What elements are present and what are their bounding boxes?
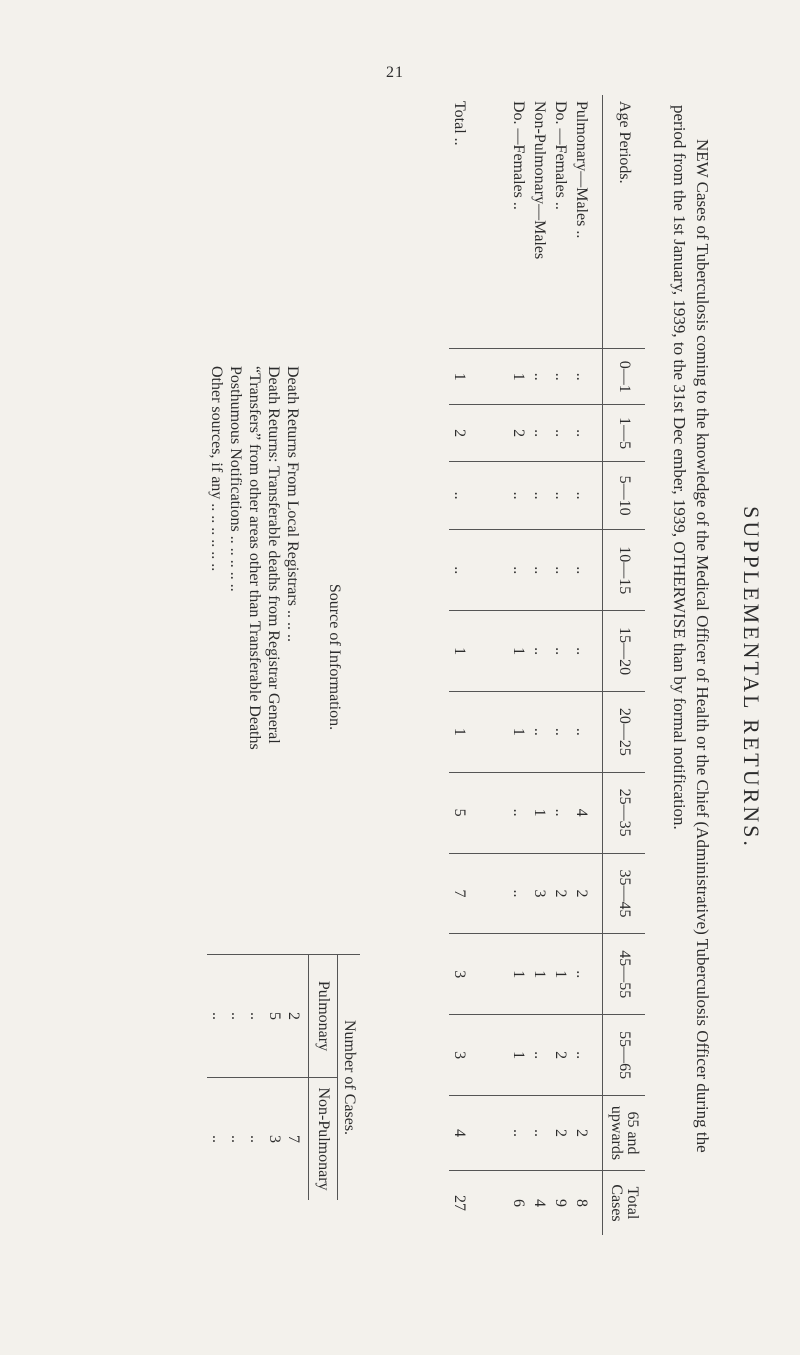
non-pulmonary-count: 7 [284,1135,302,1143]
source-of-information-table [208,360,361,1200]
table-cell: .. [571,1015,603,1096]
table-row [508,95,529,1235]
age-col-6: 25—35 [603,772,646,853]
table-cell: 7 [449,853,508,934]
total-row [449,95,508,1235]
table-cell: .. [571,405,603,461]
source-label: Posthumous Notifications .. .. .. .. .. [227,360,246,955]
table-cell: 27 [449,1171,508,1236]
age-col-8: 45—55 [603,934,646,1015]
table-cell: 1 [508,349,529,405]
table-cell: .. [550,349,571,405]
pulmonary-count: .. [227,955,246,1078]
table-cell: .. [571,611,603,692]
age-col-9: 55—65 [603,1015,646,1096]
table-cell: .. [508,530,529,611]
table-cell: 2 [449,405,508,461]
table-cell: .. [529,530,550,611]
table-row [571,95,603,1235]
pulmonary-count: .. [246,955,265,1078]
pulmonary-heading: Pulmonary [309,955,338,1078]
table-cell: 4 [529,1171,550,1236]
age-col-5: 20—25 [603,691,646,772]
table-row [208,360,227,1200]
non-pulmonary-count: 3 [266,1135,283,1143]
table-cell: .. [529,461,550,530]
table-cell: 1 [550,934,571,1015]
table-cell: 1 [508,611,529,692]
age-col-3: 10—15 [603,530,646,611]
table-cell: 2 [571,1096,603,1171]
number-of-cases-heading: Number of Cases. [338,955,361,1201]
age-col-11: Total Cases [603,1171,646,1236]
non-pulmonary-count: .. [247,1135,264,1143]
table-cell: .. [508,772,529,853]
row-label: Do. —Females .. [510,101,527,210]
age-periods-table [449,95,645,1235]
non-pulmonary-heading: Non-Pulmonary [309,1078,338,1201]
source-table-header [309,360,361,1200]
age-table-header [603,95,646,1235]
table-cell: 5 [449,772,508,853]
age-col-7: 35—45 [603,853,646,934]
table-row [227,360,246,1200]
row-label: Pulmonary—Males .. [573,101,590,239]
age-table-body [449,95,603,1235]
row-label: Non-Pulmonary—Males [531,101,548,260]
table-cell: .. [529,1015,550,1096]
source-label: Death Returns From Local Registrars .. .. .. [284,360,309,955]
source-label: Death Returns: Transferable deaths from Registrar General [265,360,284,955]
age-header-row [603,95,646,1235]
table-cell: 2 [571,853,603,934]
table-cell: .. [571,461,603,530]
row-label: Total .. [451,101,468,146]
table-cell: 1 [529,934,550,1015]
table-cell: .. [449,461,508,530]
table-row [246,360,265,1200]
table-cell: 4 [571,772,603,853]
source-heading: Source of Information. [309,360,361,955]
table-cell: .. [571,691,603,772]
table-cell: .. [571,530,603,611]
table-cell: 1 [508,691,529,772]
age-col-0: 0—1 [603,349,646,405]
table-cell: .. [508,461,529,530]
table-cell: 1 [508,934,529,1015]
table-row [284,360,309,1200]
table-cell: 1 [529,772,550,853]
source-table-body [208,360,309,1200]
table-cell: 3 [449,1015,508,1096]
table-cell: .. [508,853,529,934]
age-periods-heading: Age Periods. [603,95,646,349]
intro-paragraph: NEW Cases of Tuberculosis coming to the knowledge of the Medical Officer of Health or the Chief (Administrative) Tuberculosis Officer during the period from the 1st January, 1939, to the 31st Dec ember, 1939, OTHERWISE than by formal notification. [670,105,712,1153]
table-cell: .. [529,611,550,692]
table-cell: .. [550,611,571,692]
table-cell: .. [529,349,550,405]
table-cell: 2 [550,1096,571,1171]
age-col-1: 1—5 [603,405,646,461]
table-cell: .. [571,934,603,1015]
pulmonary-count: .. [208,955,227,1078]
table-cell: .. [550,461,571,530]
table-row [265,360,284,1200]
table-cell: 1 [449,611,508,692]
table-cell: 2 [550,853,571,934]
table-cell: .. [529,405,550,461]
table-cell: 2 [508,405,529,461]
table-cell: 1 [449,691,508,772]
table-cell: 1 [449,349,508,405]
table-row [529,95,550,1235]
age-col-4: 15—20 [603,611,646,692]
pulmonary-count: 5 [265,955,284,1078]
table-cell: 3 [449,934,508,1015]
table-cell: .. [529,1096,550,1171]
table-cell: 6 [508,1171,529,1236]
table-cell: .. [508,1096,529,1171]
table-cell: 1 [508,1015,529,1096]
row-label: Do. —Females .. [552,101,569,210]
age-col-2: 5—10 [603,461,646,530]
page-title: SUPPLEMENTAL RETURNS. [739,506,764,849]
source-label: Other sources, if any .. .. .. .. .. .. [208,360,227,955]
age-col-10: 65 and upwards [603,1096,646,1171]
table-cell: .. [550,530,571,611]
source-header-row [338,360,361,1200]
table-cell: 4 [449,1096,508,1171]
source-label: “Transfers” from other areas other than Transferable Deaths [246,360,265,955]
table-cell: 2 [550,1015,571,1096]
table-cell: 9 [550,1171,571,1236]
table-cell: .. [550,691,571,772]
pulmonary-count: 2 [284,955,309,1078]
page-number: 21 [386,64,404,81]
table-cell: .. [571,349,603,405]
non-pulmonary-count: .. [228,1135,245,1143]
table-cell: 3 [529,853,550,934]
table-row [550,95,571,1235]
non-pulmonary-count: .. [209,1135,226,1143]
table-cell: .. [550,405,571,461]
table-cell: .. [529,691,550,772]
table-cell: .. [449,530,508,611]
table-cell: .. [550,772,571,853]
table-cell: 8 [571,1171,603,1236]
